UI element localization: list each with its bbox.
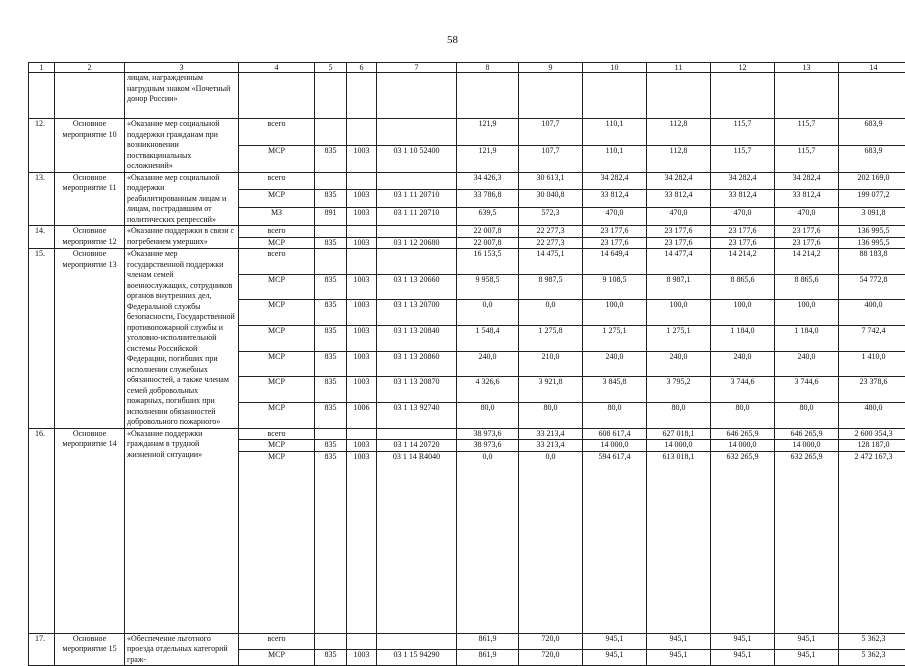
value-cell: 683,9	[839, 145, 905, 172]
value-cell: 34 282,4	[711, 172, 775, 190]
executor-cell: всего	[239, 633, 315, 649]
executor-cell: МСР	[239, 440, 315, 452]
value-cell: 945,1	[647, 633, 711, 649]
executor-cell: всего	[239, 119, 315, 146]
value-cell: 613 018,1	[647, 451, 711, 633]
value-cell: 121,9	[457, 145, 519, 172]
value-cell: 861,9	[457, 649, 519, 665]
row-description: «Оказание мер социальной поддержки гражданам при возникновении поствакцинальных осложнений»	[125, 119, 239, 173]
value-cell: 1 410,0	[839, 351, 905, 377]
executor-cell: всего	[239, 428, 315, 440]
table-row	[29, 633, 905, 649]
value-cell: 80,0	[775, 402, 839, 428]
value-cell: 23 378,6	[839, 377, 905, 403]
cell-empty	[239, 73, 315, 119]
csr-cell: 03 1 11 20710	[377, 190, 457, 208]
executor-cell: МЗ	[239, 208, 315, 226]
executor-cell: МСР	[239, 377, 315, 403]
header-cell: 13	[775, 63, 839, 73]
cell-empty	[775, 73, 839, 119]
value-cell: 646 265,9	[711, 428, 775, 440]
value-cell: 80,0	[457, 402, 519, 428]
value-cell: 608 617,4	[583, 428, 647, 440]
section-cell	[347, 119, 377, 146]
value-cell: 14 649,4	[583, 249, 647, 275]
grbs-cell: 835	[315, 377, 347, 403]
value-cell: 720,0	[519, 633, 583, 649]
value-cell: 115,7	[775, 145, 839, 172]
value-cell: 8 865,6	[711, 274, 775, 300]
value-cell: 240,0	[711, 351, 775, 377]
value-cell: 88 183,8	[839, 249, 905, 275]
executor-cell: МСР	[239, 451, 315, 633]
value-cell: 945,1	[711, 633, 775, 649]
cell-empty	[55, 73, 125, 119]
header-cell: 7	[377, 63, 457, 73]
row-description: «Обеспечение льготного проезда отдельных категорий граж-	[125, 633, 239, 666]
grbs-cell: 835	[315, 325, 347, 351]
value-cell: 0,0	[457, 451, 519, 633]
value-cell: 34 426,3	[457, 172, 519, 190]
csr-cell: 03 1 13 20870	[377, 377, 457, 403]
value-cell: 34 282,4	[775, 172, 839, 190]
value-cell: 30 040,8	[519, 190, 583, 208]
value-cell: 115,7	[775, 119, 839, 146]
value-cell: 22 007,8	[457, 226, 519, 238]
value-cell: 136 995,5	[839, 226, 905, 238]
table-row	[29, 226, 905, 238]
grbs-cell: 891	[315, 208, 347, 226]
value-cell: 14 477,4	[647, 249, 711, 275]
value-cell: 945,1	[583, 649, 647, 665]
value-cell: 3 795,2	[647, 377, 711, 403]
value-cell: 0,0	[457, 300, 519, 326]
cell-empty	[377, 73, 457, 119]
row-number: 16.	[29, 428, 55, 633]
value-cell: 3 744,6	[775, 377, 839, 403]
value-cell: 23 177,6	[647, 226, 711, 238]
value-cell: 3 744,6	[711, 377, 775, 403]
value-cell: 627 018,1	[647, 428, 711, 440]
csr-cell: 03 1 13 92740	[377, 402, 457, 428]
value-cell: 210,0	[519, 351, 583, 377]
grbs-cell: 835	[315, 451, 347, 633]
grbs-cell: 835	[315, 190, 347, 208]
row-name: Основное мероприятие 10	[55, 119, 125, 173]
grbs-cell: 835	[315, 402, 347, 428]
value-cell: 100,0	[583, 300, 647, 326]
csr-cell	[377, 633, 457, 649]
csr-cell: 03 1 13 20860	[377, 351, 457, 377]
section-cell	[347, 633, 377, 649]
value-cell: 33 812,4	[711, 190, 775, 208]
value-cell: 683,9	[839, 119, 905, 146]
value-cell: 16 153,5	[457, 249, 519, 275]
executor-cell: всего	[239, 172, 315, 190]
value-cell: 5 362,3	[839, 649, 905, 665]
value-cell: 33 213,4	[519, 428, 583, 440]
value-cell: 23 177,6	[775, 237, 839, 249]
value-cell: 14 000,0	[711, 440, 775, 452]
value-cell: 8 987,1	[647, 274, 711, 300]
value-cell: 112,8	[647, 145, 711, 172]
cell-empty	[711, 73, 775, 119]
value-cell: 33 213,4	[519, 440, 583, 452]
value-cell: 14 475,1	[519, 249, 583, 275]
value-cell: 240,0	[647, 351, 711, 377]
value-cell: 54 772,8	[839, 274, 905, 300]
value-cell: 80,0	[583, 402, 647, 428]
grbs-cell: 835	[315, 649, 347, 665]
grbs-cell: 835	[315, 274, 347, 300]
csr-cell	[377, 172, 457, 190]
section-cell: 1003	[347, 377, 377, 403]
value-cell: 23 177,6	[583, 237, 647, 249]
value-cell: 2 472 167,3	[839, 451, 905, 633]
section-cell: 1003	[347, 649, 377, 665]
value-cell: 945,1	[775, 649, 839, 665]
value-cell: 0,0	[519, 451, 583, 633]
value-cell: 5 362,3	[839, 633, 905, 649]
value-cell: 22 007,8	[457, 237, 519, 249]
value-cell: 34 282,4	[583, 172, 647, 190]
table-row	[29, 119, 905, 146]
value-cell: 136 995,5	[839, 237, 905, 249]
value-cell: 34 282,4	[647, 172, 711, 190]
section-cell	[347, 172, 377, 190]
value-cell: 240,0	[457, 351, 519, 377]
row-name: Основное мероприятие 15	[55, 633, 125, 666]
row-name: Основное мероприятие 11	[55, 172, 125, 226]
grbs-cell	[315, 249, 347, 275]
executor-cell: всего	[239, 249, 315, 275]
csr-cell: 03 1 15 94290	[377, 649, 457, 665]
value-cell: 240,0	[775, 351, 839, 377]
value-cell: 470,0	[775, 208, 839, 226]
value-cell: 14 214,2	[775, 249, 839, 275]
grbs-cell: 835	[315, 145, 347, 172]
value-cell: 22 277,3	[519, 226, 583, 238]
header-cell: 1	[29, 63, 55, 73]
value-cell: 33 786,8	[457, 190, 519, 208]
section-cell: 1003	[347, 237, 377, 249]
value-cell: 128 187,0	[839, 440, 905, 452]
header-cell: 4	[239, 63, 315, 73]
csr-cell: 03 1 11 20710	[377, 208, 457, 226]
page-number: 58	[0, 34, 905, 46]
carry-over-row	[29, 73, 905, 119]
value-cell: 240,0	[583, 351, 647, 377]
value-cell: 0,0	[519, 300, 583, 326]
grbs-cell: 835	[315, 351, 347, 377]
value-cell: 720,0	[519, 649, 583, 665]
section-cell	[347, 428, 377, 440]
row-number: 14.	[29, 226, 55, 249]
section-cell: 1003	[347, 208, 377, 226]
header-cell: 5	[315, 63, 347, 73]
value-cell: 1 548,4	[457, 325, 519, 351]
value-cell: 400,0	[839, 300, 905, 326]
grbs-cell: 835	[315, 237, 347, 249]
value-cell: 14 214,2	[711, 249, 775, 275]
csr-cell: 03 1 13 20840	[377, 325, 457, 351]
csr-cell	[377, 249, 457, 275]
value-cell: 100,0	[711, 300, 775, 326]
value-cell: 110,1	[583, 119, 647, 146]
section-cell: 1003	[347, 451, 377, 633]
executor-cell: МСР	[239, 274, 315, 300]
cell-empty	[519, 73, 583, 119]
executor-cell: МСР	[239, 402, 315, 428]
value-cell: 1 275,1	[647, 325, 711, 351]
value-cell: 80,0	[519, 402, 583, 428]
grbs-cell: 835	[315, 300, 347, 326]
section-cell: 1003	[347, 274, 377, 300]
cell-empty	[315, 73, 347, 119]
value-cell: 202 169,0	[839, 172, 905, 190]
value-cell: 23 177,6	[583, 226, 647, 238]
value-cell: 945,1	[775, 633, 839, 649]
section-cell: 1003	[347, 351, 377, 377]
csr-cell: 03 1 10 52400	[377, 145, 457, 172]
cell-empty	[29, 73, 55, 119]
table-row	[29, 428, 905, 440]
row-description: «Оказание поддержки в связи с погребением умерших»	[125, 226, 239, 249]
budget-table	[28, 62, 905, 666]
value-cell: 945,1	[583, 633, 647, 649]
value-cell: 33 812,4	[775, 190, 839, 208]
executor-cell: МСР	[239, 325, 315, 351]
executor-cell: МСР	[239, 300, 315, 326]
value-cell: 945,1	[711, 649, 775, 665]
value-cell: 38 973,6	[457, 440, 519, 452]
value-cell: 861,9	[457, 633, 519, 649]
csr-cell: 03 1 12 20680	[377, 237, 457, 249]
value-cell: 3 845,8	[583, 377, 647, 403]
value-cell: 1 184,0	[711, 325, 775, 351]
value-cell: 199 077,2	[839, 190, 905, 208]
value-cell: 107,7	[519, 145, 583, 172]
value-cell: 2 600 354,3	[839, 428, 905, 440]
value-cell: 646 265,9	[775, 428, 839, 440]
executor-cell: МСР	[239, 237, 315, 249]
value-cell: 470,0	[711, 208, 775, 226]
row-description: «Оказание мер социальной поддержки реабилитированным лицам и лицам, пострадавшим от политических репрессий»	[125, 172, 239, 226]
header-cell: 11	[647, 63, 711, 73]
value-cell: 4 326,6	[457, 377, 519, 403]
value-cell: 572,3	[519, 208, 583, 226]
cell-empty	[839, 73, 905, 119]
section-cell: 1003	[347, 300, 377, 326]
grbs-cell: 835	[315, 440, 347, 452]
cell-empty	[583, 73, 647, 119]
table-row	[29, 249, 905, 275]
executor-cell: МСР	[239, 190, 315, 208]
value-cell: 115,7	[711, 145, 775, 172]
value-cell: 3 921,8	[519, 377, 583, 403]
csr-cell: 03 1 13 20660	[377, 274, 457, 300]
value-cell: 14 000,0	[647, 440, 711, 452]
value-cell: 107,7	[519, 119, 583, 146]
value-cell: 8 987,5	[519, 274, 583, 300]
row-number: 13.	[29, 172, 55, 226]
row-description: «Оказание поддержки гражданам в трудной жизненной ситуации»	[125, 428, 239, 633]
value-cell: 110,1	[583, 145, 647, 172]
csr-cell: 03 1 14 R4040	[377, 451, 457, 633]
value-cell: 8 865,6	[775, 274, 839, 300]
header-cell: 14	[839, 63, 905, 73]
executor-cell: МСР	[239, 351, 315, 377]
grbs-cell	[315, 633, 347, 649]
csr-cell	[377, 226, 457, 238]
value-cell: 470,0	[647, 208, 711, 226]
value-cell: 121,9	[457, 119, 519, 146]
header-cell: 3	[125, 63, 239, 73]
csr-cell: 03 1 13 20700	[377, 300, 457, 326]
value-cell: 33 812,4	[647, 190, 711, 208]
section-cell: 1003	[347, 325, 377, 351]
section-cell	[347, 226, 377, 238]
value-cell: 480,0	[839, 402, 905, 428]
header-cell: 8	[457, 63, 519, 73]
value-cell: 594 617,4	[583, 451, 647, 633]
value-cell: 23 177,6	[711, 226, 775, 238]
value-cell: 23 177,6	[647, 237, 711, 249]
section-cell: 1006	[347, 402, 377, 428]
value-cell: 100,0	[647, 300, 711, 326]
header-cell: 10	[583, 63, 647, 73]
header-cell: 9	[519, 63, 583, 73]
row-name: Основное мероприятие 13	[55, 249, 125, 429]
value-cell: 1 275,8	[519, 325, 583, 351]
value-cell: 14 000,0	[583, 440, 647, 452]
row-number: 15.	[29, 249, 55, 429]
row-name: Основное мероприятие 12	[55, 226, 125, 249]
value-cell: 3 091,8	[839, 208, 905, 226]
executor-cell: МСР	[239, 649, 315, 665]
csr-cell	[377, 119, 457, 146]
section-cell: 1003	[347, 145, 377, 172]
row-description: «Оказание мер государственной поддержки членам семей военнослужащих, сотрудников органов внутренних дел, Федеральной службы безопасности, Государственной противопожарной службы и уголовно-исполнительной системы Российской Федерации, погибших при исполнении служебных обязанностей, а также членам семей добровольных пожарных, погибших при исполнении обязанностей добровольного пожарного»	[125, 249, 239, 429]
header-cell: 6	[347, 63, 377, 73]
grbs-cell	[315, 119, 347, 146]
value-cell: 7 742,4	[839, 325, 905, 351]
value-cell: 30 613,1	[519, 172, 583, 190]
value-cell: 1 275,1	[583, 325, 647, 351]
value-cell: 632 265,9	[775, 451, 839, 633]
value-cell: 80,0	[711, 402, 775, 428]
section-cell	[347, 249, 377, 275]
value-cell: 632 265,9	[711, 451, 775, 633]
executor-cell: МСР	[239, 145, 315, 172]
executor-cell: всего	[239, 226, 315, 238]
header-cell: 2	[55, 63, 125, 73]
cell-empty	[347, 73, 377, 119]
value-cell: 23 177,6	[711, 237, 775, 249]
grbs-cell	[315, 226, 347, 238]
csr-cell: 03 1 14 20720	[377, 440, 457, 452]
header-row	[29, 63, 905, 73]
value-cell: 9 958,5	[457, 274, 519, 300]
header-cell: 12	[711, 63, 775, 73]
value-cell: 945,1	[647, 649, 711, 665]
cell-empty	[457, 73, 519, 119]
value-cell: 23 177,6	[775, 226, 839, 238]
table-row	[29, 172, 905, 190]
value-cell: 1 184,0	[775, 325, 839, 351]
value-cell: 9 108,5	[583, 274, 647, 300]
row-number: 12.	[29, 119, 55, 173]
grbs-cell	[315, 172, 347, 190]
value-cell: 14 000,0	[775, 440, 839, 452]
grbs-cell	[315, 428, 347, 440]
csr-cell	[377, 428, 457, 440]
carry-over-text: лицам, награжденным нагрудным знаком «Почетный донор России»	[125, 73, 239, 119]
value-cell: 639,5	[457, 208, 519, 226]
value-cell: 115,7	[711, 119, 775, 146]
value-cell: 100,0	[775, 300, 839, 326]
value-cell: 470,0	[583, 208, 647, 226]
row-number: 17.	[29, 633, 55, 666]
section-cell: 1003	[347, 440, 377, 452]
value-cell: 112,8	[647, 119, 711, 146]
section-cell: 1003	[347, 190, 377, 208]
value-cell: 38 973,6	[457, 428, 519, 440]
value-cell: 80,0	[647, 402, 711, 428]
row-name: Основное мероприятие 14	[55, 428, 125, 633]
cell-empty	[647, 73, 711, 119]
value-cell: 22 277,3	[519, 237, 583, 249]
value-cell: 33 812,4	[583, 190, 647, 208]
